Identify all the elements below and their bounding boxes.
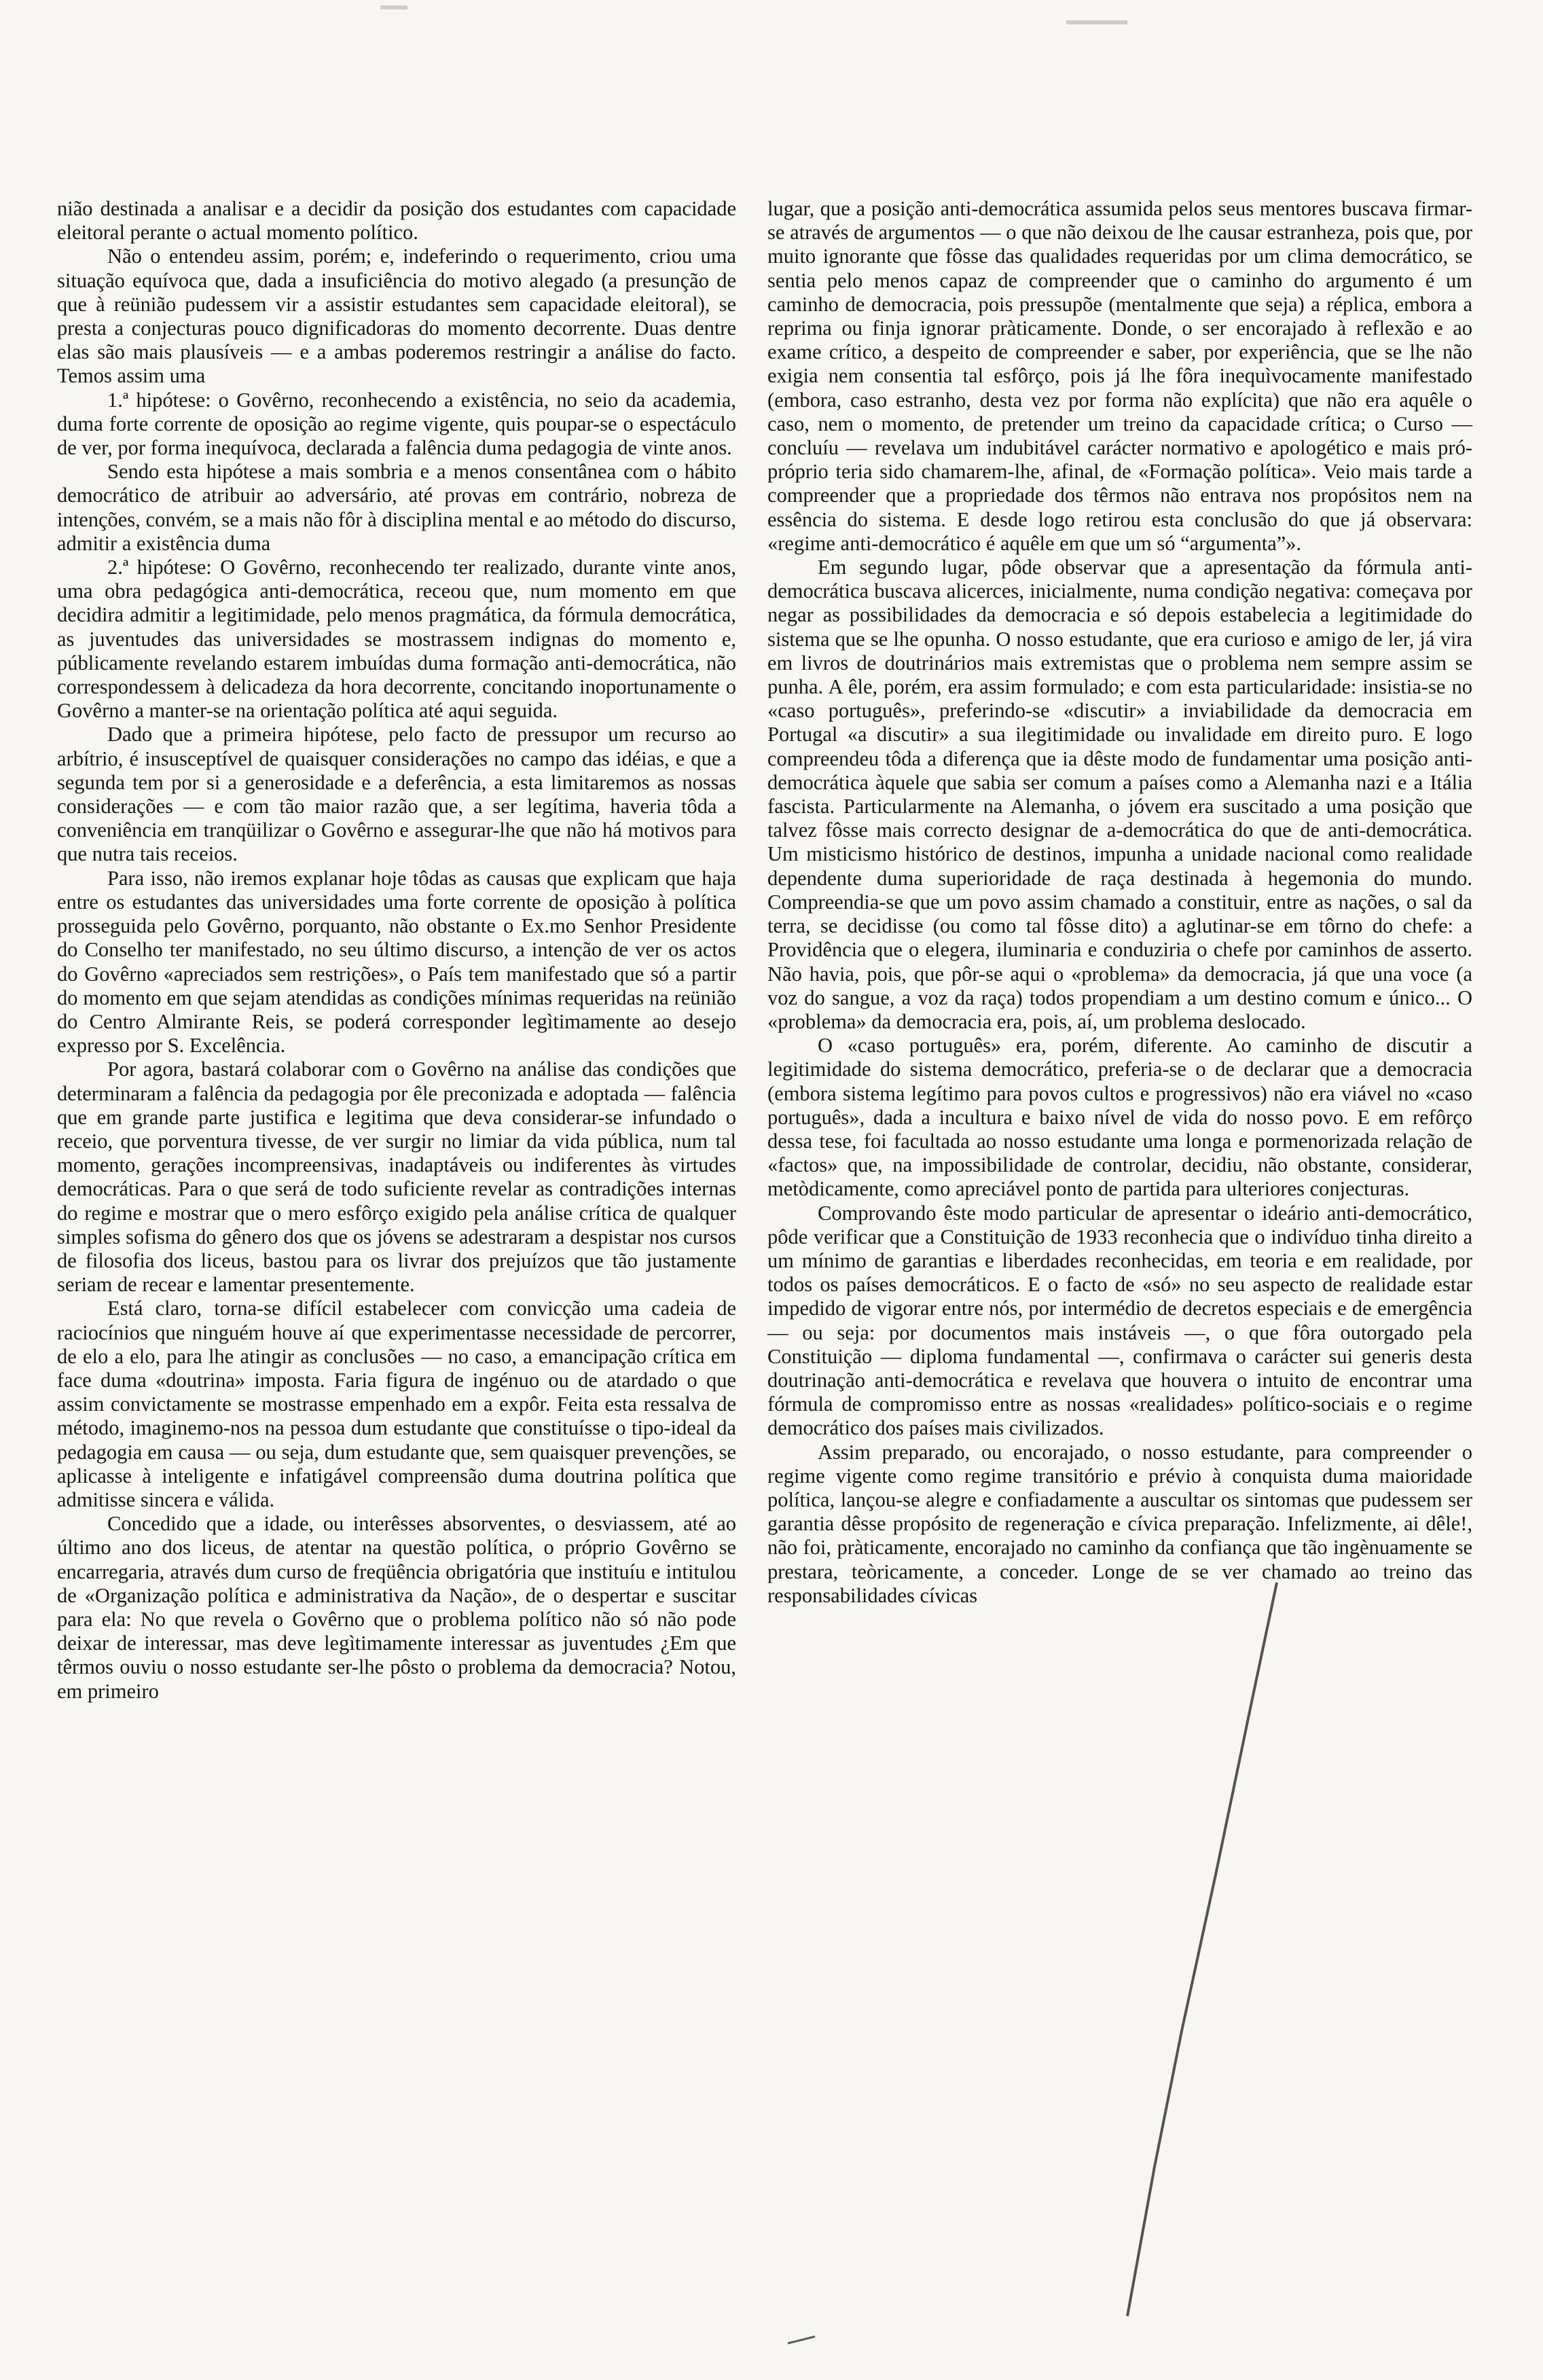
paragraph: Sendo esta hipótese a mais sombria e a menos consentânea com o hábito democrático de atribuir ao adversário, até provas em contrário, nobreza de intenções, convém, se a mais não fôr à disciplina mental e ao método do discurso, admitir a existência duma — [57, 460, 736, 555]
paragraph: Para isso, não iremos explanar hoje tôdas as causas que explicam que haja entre os estudantes das universidades uma forte corrente de oposição à política prosseguida pelo Govêrno, porquanto, não obstante o Ex.mo Senhor Presidente do Conselho ter manifestado, no seu último discurso, a intenção de ver os actos do Govêrno «apreciados sem restrições», o País tem manifestado que só a partir do momento em que sejam atendidas as condições mínimas requeridas na reünião do Centro Almirante Reis, se poderá corresponder legìtimamente ao desejo expresso por S. Excelência. — [57, 866, 736, 1058]
paragraph: O «caso português» era, porém, diferente. Ao caminho de discutir a legitimidade do sistema democrático, preferia-se o de declarar que a democracia (embora sistema legítimo para povos cultos e progressivos) não era viável no «caso português», dada a incultura e baixo nível de vida do nosso povo. E em refôrço dessa tese, foi facultada ao nosso estudante uma longa e pormenorizada relação de «factos» que, na impossibilidade de controlar, decidiu, não obstante, considerar, metòdicamente, como apreciável ponto de partida para ulteriores conjecturas. — [767, 1034, 1472, 1201]
paragraph: 2.ª hipótese: O Govêrno, reconhecendo ter realizado, durante vinte anos, uma obra pedagógica anti-democrática, receou que, num momento em que decidira admitir a legitimidade, pelo menos pragmática, da fórmula democrática, as juventudes das universidades se mostrassem indignas do momento e, públicamente revelando estarem imbuídas duma formação anti-democrática, não correspondessem à delicadeza da hora decorrente, concitando inoportunamente o Govêrno a manter-se na orientação política até aqui seguida. — [57, 556, 736, 723]
paragraph: Assim preparado, ou encorajado, o nosso estudante, para compreender o regime vigente como regime transitório e prévio à conquista duma maioridade política, lançou-se alegre e confiadamente a auscultar os sintomas que pudessem ser garantia dêsse propósito de regeneração e cívica preparação. Infelizmente, ai dêle!, não foi, pràticamente, encorajado no caminho da confiança que tão ingènuamente se prestara, teòricamente, a conceder. Longe de se ver chamado ao treino das responsabilidades cívicas — [767, 1440, 1472, 1607]
paragraph: Comprovando êste modo particular de apresentar o ideário anti-democrático, pôde verificar que a Constituição de 1933 reconhecia que o indivíduo tinha direito a um mínimo de garantias e liberdades reconhecidas, em teoria e em realidade, por todos os países democráticos. E o facto de «só» no seu aspecto de realidade estar impedido de vigorar entre nós, por intermédio de decretos especiais e de emergência — ou seja: por documentos mais instáveis —, o que fôra outorgado pela Constituição — diploma fundamental —, confirmava o carácter sui generis desta doutrinação anti-democrática e revelava que houvera o intuito de encontrar uma fórmula de compromisso entre as nossas «realidades» político-sociais e o regime democrático dos países mais civilizados. — [767, 1201, 1472, 1440]
paragraph: Está claro, torna-se difícil estabelecer com convicção uma cadeia de raciocínios que ninguém houve aí que experimentasse necessidade de percorrer, de elo a elo, para lhe atingir as conclusões — no caso, a emancipação crítica em face duma «doutrina» imposta. Faria figura de ingénuo ou de atardado o que assim convictamente se mostrasse empenhado em a expôr. Feita esta ressalva de método, imaginemo-nos na pessoa dum estudante que constituísse o tipo-ideal da pedagogia em causa — ou seja, dum estudante que, sem quaisquer prevenções, se aplicasse à inteligente e infatigável compreensão duma doutrina política que admitisse sincera e válida. — [57, 1297, 736, 1511]
paragraph: Concedido que a idade, ou interêsses absorventes, o desviassem, até ao último ano dos liceus, de atentar na questão política, o próprio Govêrno se encarregaria, através dum curso de freqüência obrigatória que instituíu e intitulou de «Organização política e administrativa da Nação», de o despertar e suscitar para ela: No que revela o Govêrno que o problema político não só não pode deixar de interessar, mas deve legìtimamente interessar as juventudes ¿Em que têrmos ouviu o nosso estudante ser-lhe pôsto o problema da democracia? Notou, em primeiro — [57, 1512, 736, 1703]
paragraph: nião destinada a analisar e a decidir da posição dos estudantes com capacidade eleitoral perante o actual momento político. — [57, 197, 736, 245]
paragraph: lugar, que a posição anti-democrática assumida pelos seus mentores buscava firmar-se através de argumentos — o que não deixou de lhe causar estranheza, pois que, por muito ignorante que fôsse das qualidades requeridas por um clima democrático, se sentia pelo menos capaz de compreender que o caminho do argumento é um caminho de democracia, pois pressupõe (mentalmente que seja) a réplica, embora a reprima ou finja ignorar pràticamente. Donde, o ser encorajado à reflexão e ao exame crítico, a despeito de compreender e saber, por experiência, que se lhe não exigia nem consentia tal esfôrço, pois já lhe fôra inequìvocamente manifestado (embora, caso estranho, desta vez por forma não explícita) que não era aquêle o caso, nem o momento, de pretender um treino da capacidade crítica; o Curso — concluíu — revelava um indubitável carácter normativo e apologético e mais pró-próprio teria sido chamarem-lhe, afinal, de «Formação política». Veio mais tarde a compreender que a propriedade dos têrmos não entrava nos propósitos nem na essência do sistema. E desde logo retirou esta conclusão do que já observara: «regime anti-democrático é aquêle em que um só “argumenta”». — [767, 197, 1472, 555]
paragraph: Em segundo lugar, pôde observar que a apresentação da fórmula anti-democrática buscava alicerces, inicialmente, numa condição negativa: começava por negar as possibilidades da democracia e só depois estabelecia a legitimidade do sistema que se lhe opunha. O nosso estudante, que era curioso e amigo de ler, já vira em livros de doutrinários mais extremistas que o problema nem sempre assim se punha. A êle, porém, era assim formulado; e com esta particularidade: insistia-se no «caso português», preferindo-se «discutir» a inviabilidade da democracia em Portugal «a discutir» a sua ilegitimidade ou invalidade em direito puro. E logo compreendeu tôda a diferença que ia dêste modo de fundamentar uma posição anti-democrática àquele que sabia ser comum a países como a Alemanha nazi e a Itália fascista. Particularmente na Alemanha, o jóvem era suscitado a uma posição que talvez fôsse mais correcto designar de a-democrática do que de anti-democrática. Um misticismo histórico de destinos, impunha a unidade nacional como realidade dependente duma superioridade de raça destinada à hegemonia do mundo. Compreendia-se que um povo assim chamado a constituir, entre as nações, o sal da terra, se decidisse (ou como tal fôsse dito) a aglutinar-se em tôrno do chefe: a Providência que o elegera, iluminaria e conduziria o chefe por caminhos de asserto. Não havia, pois, que pôr-se aqui o «problema» da democracia, já que una voce (a voz do sangue, a voz da raça) todos propendiam a um destino comum e único... O «problema» da democracia era, pois, aí, um problema deslocado. — [767, 556, 1472, 1033]
paragraph: Por agora, bastará colaborar com o Govêrno na análise das condições que determinaram a falência da pedagogia por êle preconizada e adoptada — falência que em grande parte justifica e legitima que deva considerar-se infundado o receio, que porventura tivesse, de ver surgir no limiar da vida pública, num tal momento, gerações incompreensivas, inadaptáveis ou indiferentes às virtudes democráticas. Para o que será de todo suficiente revelar as contradições internas do regime e mostrar que o mero esfôrço exigido pela análise crítica de qualquer simples sofisma do gênero dos que os jóvens se adestraram a despistar nos cursos de filosofia dos liceus, bastou para os livrar dos prejuízos que tão justamente seriam de recear e lamentar presentemente. — [57, 1058, 736, 1297]
paragraph: 1.ª hipótese: o Govêrno, reconhecendo a existência, no seio da academia, duma forte corrente de oposição ao regime vigente, quis poupar-se o espectáculo de ver, por forma inequívoca, declarada a falência duma pedagogia de vinte anos. — [57, 388, 736, 460]
paragraph: Não o entendeu assim, porém; e, indeferindo o requerimento, criou uma situação equívoca que, dada a insuficiência do motivo alegado (a presunção de que à reünião pudessem vir a assistir estudantes sem capacidade eleitoral), se presta a conjecturas pouco dignificadoras do momento decorrente. Duas dentre elas são mais plausíveis — e a ambas poderemos restringir a análise do facto. Temos assim uma — [57, 245, 736, 388]
paragraph: Dado que a primeira hipótese, pelo facto de pressupor um recurso ao arbítrio, é insusceptível de quaisquer considerações no campo das idéias, e que a segunda tem por si a generosidade e a deferência, a esta limitaremos as nossas considerações — e com tão maior razão que, a ser legítima, haveria tôda a conveniência em tranqüilizar o Govêrno e assegurar-lhe que não há motivos para que nutra tais receios. — [57, 723, 736, 866]
